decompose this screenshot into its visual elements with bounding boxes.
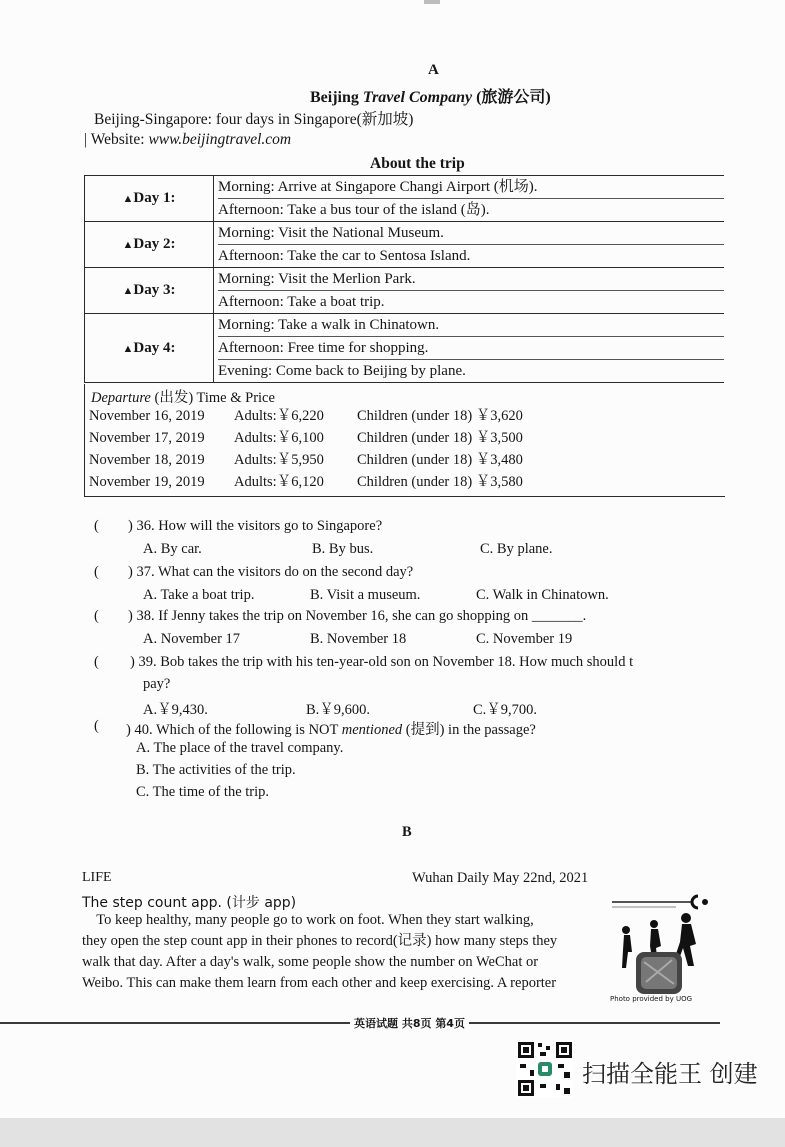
- option-b: B. Visit a museum.: [310, 587, 421, 603]
- activity: Morning: Take a walk in Chinatown.: [218, 317, 440, 333]
- page-footer: 英语试题 共8页 第4页: [350, 1015, 469, 1031]
- schedule-table: [84, 175, 724, 383]
- day-label: ▲Day 1:: [85, 176, 214, 222]
- activity: Morning: Visit the National Museum.: [218, 225, 444, 241]
- question-40: ) 40. Which of the following is NOT mentioned (提到) in the passage?: [126, 722, 536, 738]
- option-c: C.￥9,700.: [473, 702, 538, 718]
- schedule-row-day1: [85, 176, 725, 222]
- option-c: C. The time of the trip.: [136, 784, 270, 800]
- scanner-watermark: 扫描全能王 创建: [582, 1060, 758, 1088]
- option-b: B. By bus.: [312, 541, 374, 557]
- option-c: C. Walk in Chinatown.: [476, 587, 609, 603]
- newspaper-date: Wuhan Daily May 22nd, 2021: [412, 870, 589, 886]
- option-a: A.￥9,430.: [143, 702, 208, 718]
- section-a-heading: A: [428, 62, 439, 78]
- article-title: The step count app. (计步 app): [82, 895, 297, 911]
- schedule-row-day4: [85, 314, 725, 383]
- answer-blank: (: [94, 608, 99, 624]
- activity: Afternoon: Take a boat trip.: [218, 290, 724, 313]
- article-line: walk that day. After a day's walk, some people show the number on WeChat or: [82, 954, 539, 970]
- option-a: A. By car.: [143, 541, 202, 557]
- qr-code-icon: [516, 1040, 574, 1098]
- day-label: ▲Day 4:: [85, 314, 214, 383]
- website-url: www.beijingtravel.com: [148, 131, 292, 148]
- option-b: B.￥9,600.: [306, 702, 371, 718]
- about-trip-heading: About the trip: [370, 155, 465, 172]
- price-heading: Departure (出发) Time & Price: [91, 390, 275, 406]
- question-36: ) 36. How will the visitors go to Singapore?: [128, 518, 383, 534]
- question-37: ) 37. What can the visitors do on the second day?: [128, 564, 414, 580]
- answer-blank: (: [94, 718, 99, 734]
- bottom-bar: [0, 1118, 785, 1147]
- activity: Morning: Arrive at Singapore Changi Airport (机场).: [218, 179, 538, 195]
- section-b-heading: B: [402, 824, 412, 840]
- question-39: ) 39. Bob takes the trip with his ten-year-old son on November 18. How much should t: [130, 654, 634, 670]
- option-c: C. November 19: [476, 631, 573, 647]
- activity: Afternoon: Free time for shopping.: [218, 336, 724, 359]
- scan-mark: [424, 0, 440, 4]
- option-b: B. November 18: [310, 631, 407, 647]
- article-line: To keep healthy, many people go to work on foot. When they start walking,: [82, 912, 534, 928]
- option-c: C. By plane.: [480, 541, 553, 557]
- option-a: A. The place of the travel company.: [136, 740, 344, 756]
- schedule-row-day2: [85, 222, 725, 268]
- activity: Afternoon: Take a bus tour of the island (岛).: [218, 198, 724, 221]
- answer-blank: (: [94, 654, 99, 670]
- article-line: Weibo. This can make them learn from each other and keep exercising. A reporter: [82, 975, 557, 991]
- activity: Morning: Visit the Merlion Park.: [218, 271, 416, 287]
- activity: Afternoon: Take the car to Sentosa Island.: [218, 244, 724, 267]
- article-line: they open the step count app in their phones to record(记录) how many steps they: [82, 933, 558, 949]
- option-a: A. Take a boat trip.: [143, 587, 255, 603]
- walkers-photo: [606, 890, 710, 1008]
- schedule-row-day3: [85, 268, 725, 314]
- activity: Evening: Come back to Beijing by plane.: [218, 359, 724, 382]
- company-title: Beijing Travel Company (旅游公司): [310, 89, 551, 106]
- trip-subtitle: Beijing-Singapore: four days in Singapore(新加坡): [94, 111, 414, 128]
- option-a: A. November 17: [143, 631, 241, 647]
- answer-blank: (: [94, 518, 99, 534]
- question-39-cont: pay?: [143, 676, 171, 692]
- article-body: [82, 910, 602, 994]
- question-38: ) 38. If Jenny takes the trip on November 16, she can go shopping on _______.: [128, 608, 587, 624]
- day-label: ▲Day 2:: [85, 222, 214, 268]
- departure-prices: Departure (出发) Time & Price November 16, 2019 Adults:￥6,220 Children (under 18) ￥3,620 November 17, 2019 Adults:￥6,100 Children (under 18) ￥3,500 November 18, 2019 Adults:￥5,950 Children (under 18) ￥3,480 November 19, 2019 Adults:￥6,120 Children (under 18) ￥3,580: [84, 384, 725, 497]
- day-label: ▲Day 3:: [85, 268, 214, 314]
- option-b: B. The activities of the trip.: [136, 762, 296, 778]
- answer-blank: (: [94, 564, 99, 580]
- section-label: LIFE: [82, 870, 112, 885]
- website-line: | Website: www.beijingtravel.com: [84, 131, 292, 148]
- photo-caption: Photo provided by UOG: [610, 995, 693, 1003]
